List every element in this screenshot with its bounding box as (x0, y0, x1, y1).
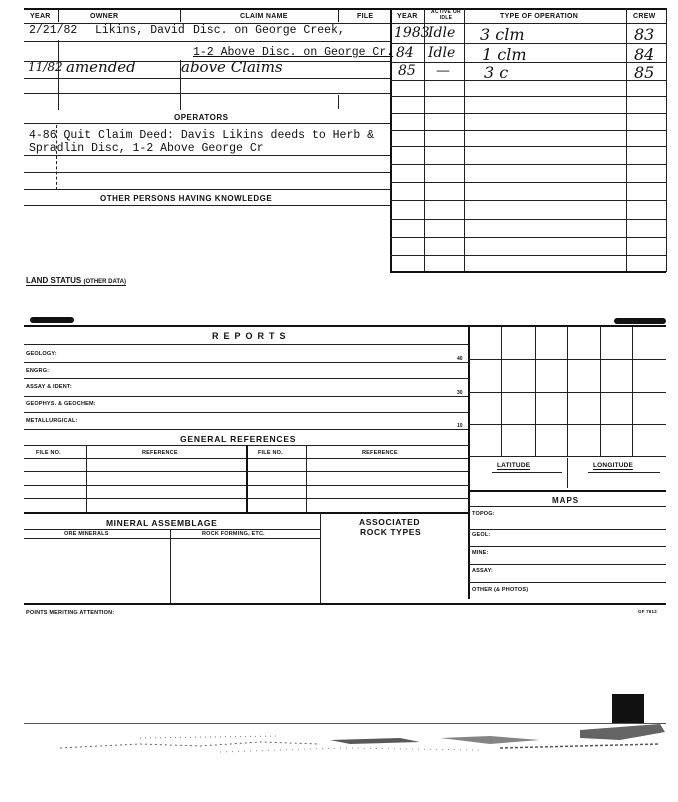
land-status-heading (26, 276, 126, 286)
report-assay: ASSAY & IDENT: (26, 384, 72, 390)
activity-row2-crew: 84 (634, 45, 655, 64)
report-metallurgical: METALLURGICAL: (26, 418, 78, 424)
maps-geol: GEOL: (472, 532, 491, 538)
reports-heading: REPORTS (212, 331, 291, 341)
gref-reference-2: REFERENCE (362, 450, 398, 456)
activity-row3-year: 85 (398, 63, 416, 79)
gref-reference-1: REFERENCE (142, 450, 178, 456)
maps-heading: MAPS (552, 496, 580, 505)
report-engrg: ENGRG: (26, 368, 50, 374)
longitude-label: LONGITUDE (593, 462, 634, 469)
latitude-label: LATITUDE (497, 462, 531, 469)
operators-line2: Spradlin Disc, 1-2 Above George Cr (29, 142, 264, 155)
activity-row1-operation: 3 clm (480, 25, 525, 44)
general-references-heading: GENERAL REFERENCES (180, 434, 297, 444)
operators-line1: 4-86 Quit Claim Deed: Davis Likins deeds to Herb & (29, 129, 375, 142)
maps-assay: ASSAY: (472, 568, 494, 574)
report-assay-num: 30 (457, 390, 463, 396)
activity-row1-year: 1983 (394, 25, 430, 41)
points-meriting-attention: POINTS MERITING ATTENTION: (26, 610, 115, 616)
claim-row1-name: Disc. on George Creek, (193, 24, 345, 37)
scan-noise (20, 718, 670, 768)
claim-row1-date: 2/21/82 (29, 24, 78, 37)
report-geology-num: 40 (457, 356, 463, 362)
claim-row1-owner: Likins, David (95, 24, 185, 37)
gref-file-no-2: FILE NO. (258, 450, 283, 456)
activity-row1-crew: 83 (634, 25, 655, 44)
header-activity-year: YEAR (397, 13, 418, 20)
report-geophys: GEOPHYS. & GEOCHEM: (26, 401, 96, 407)
header-year: YEAR (30, 13, 51, 20)
activity-row3-operation: 3 c (484, 63, 509, 82)
claim-row2-name: 1-2 Above Disc. on George Cr. (193, 46, 394, 59)
ore-minerals-label: ORE MINERALS (64, 531, 109, 537)
gref-file-no-1: FILE NO. (36, 450, 61, 456)
activity-row2-status: Idle (428, 45, 456, 61)
activity-row1-status: Idle (428, 25, 456, 41)
maps-mine: MINE: (472, 550, 489, 556)
claim-row3-date: 11/82 (28, 60, 63, 74)
associated-heading: ASSOCIATED (359, 517, 421, 527)
header-owner: OWNER (90, 13, 119, 20)
land-status-sub: (OTHER DATA) (83, 279, 126, 285)
activity-row3-status: — (436, 63, 450, 79)
rock-types-heading: ROCK TYPES (360, 527, 422, 537)
activity-row3-crew: 85 (634, 63, 655, 82)
maps-other: OTHER (& PHOTOS) (472, 587, 529, 593)
scan-mark-left (30, 317, 74, 323)
header-claim-name: CLAIM NAME (240, 13, 288, 20)
rock-forming-label: ROCK FORMING, ETC. (202, 531, 265, 537)
header-type-of-operation: TYPE OF OPERATION (500, 13, 579, 20)
maps-topog: TOPOG: (472, 511, 495, 517)
mineral-assemblage-heading: MINERAL ASSEMBLAGE (106, 518, 218, 528)
operators-heading: OPERATORS (174, 113, 229, 122)
activity-row2-operation: 1 clm (482, 45, 527, 64)
claim-row3-owner: amended (66, 58, 136, 76)
report-metallurgical-num: 10 (457, 423, 463, 429)
other-persons-heading: OTHER PERSONS HAVING KNOWLEDGE (100, 194, 273, 203)
activity-row2-year: 84 (396, 45, 414, 61)
header-active-idle: ACTIVE OR IDLE (431, 9, 461, 21)
land-status-label: LAND STATUS (26, 276, 82, 285)
form-number: GF 7612 (638, 609, 657, 614)
scan-mark-right (614, 318, 666, 324)
header-file: FILE (357, 13, 374, 20)
report-geology: GEOLOGY: (26, 351, 57, 357)
claim-row3-name: above Claims (181, 58, 283, 76)
header-crew: CREW (633, 13, 656, 20)
